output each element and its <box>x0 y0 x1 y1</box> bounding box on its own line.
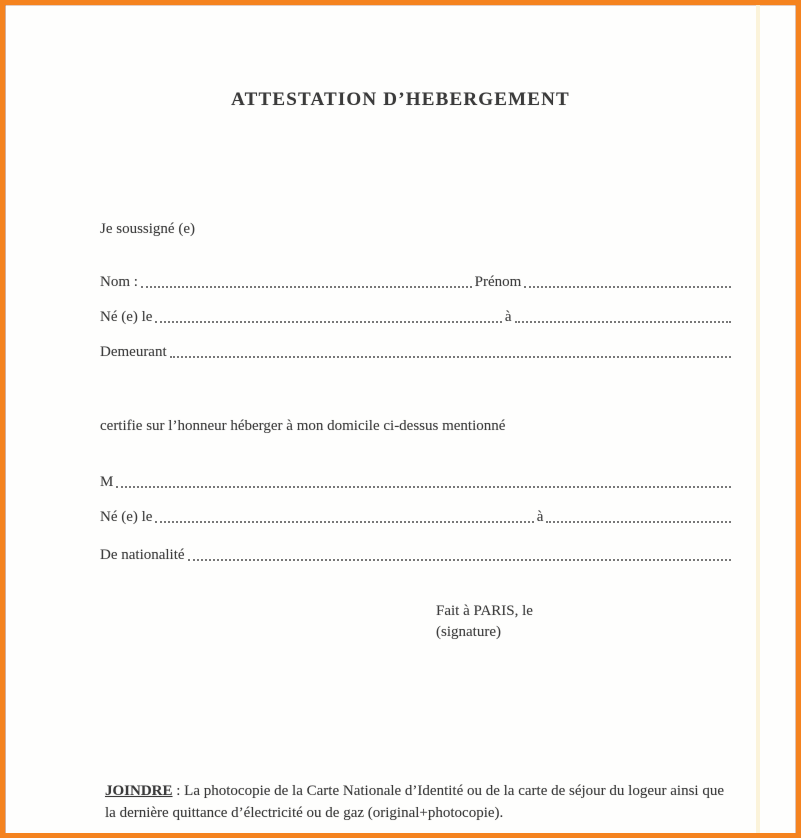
intro-label: Je soussigné (e) <box>100 221 195 237</box>
prenom-field-dots <box>524 285 731 288</box>
signature-block <box>436 601 533 643</box>
prenom-label: Prénom <box>474 274 522 290</box>
birthdate-field-dots <box>155 320 501 323</box>
nationality-field-dots <box>188 558 731 561</box>
fait-a-paris-line: Fait à PARIS, le <box>436 603 533 619</box>
joindre-label: JOINDRE <box>105 783 173 799</box>
nom-field-dots <box>141 285 472 288</box>
guest-a-label: à <box>536 509 544 525</box>
nationality-line <box>100 546 734 565</box>
document-title: ATTESTATION D’HEBERGEMENT <box>231 89 570 110</box>
guest-birthdate-field-dots <box>155 520 533 523</box>
guest-ne-le-label: Né (e) le <box>100 509 153 525</box>
guest-birthplace-field-dots <box>546 520 731 523</box>
nom-label: Nom : <box>100 274 138 290</box>
nationalite-label: De nationalité <box>100 547 185 563</box>
scan-page-edge-line <box>756 5 760 833</box>
certify-line <box>100 417 734 436</box>
host-birth-line <box>100 308 734 327</box>
name-line <box>100 273 734 292</box>
address-line <box>100 343 734 362</box>
demeurant-label: Demeurant <box>100 344 167 360</box>
a-label: à <box>504 309 512 325</box>
ne-le-label: Né (e) le <box>100 309 153 325</box>
address-field-dots <box>170 355 731 358</box>
signature-line: (signature) <box>436 624 501 640</box>
joindre-text: : La photocopie de la Carte Nationale d’Identité ou de la carte de séjour du logeur ainsi que la dernière quittance d’électricité ou de gaz (original+photocopie). <box>105 783 724 821</box>
m-label: M <box>100 474 114 490</box>
birthplace-field-dots <box>515 320 731 323</box>
certify-text: certifie sur l’honneur héberger à mon domicile ci-dessus mentionné <box>100 418 506 434</box>
guest-birth-line <box>100 508 734 527</box>
intro-line <box>100 220 734 239</box>
guest-name-field-dots <box>116 485 731 488</box>
guest-name-line <box>100 473 734 492</box>
joindre-note <box>105 780 733 824</box>
